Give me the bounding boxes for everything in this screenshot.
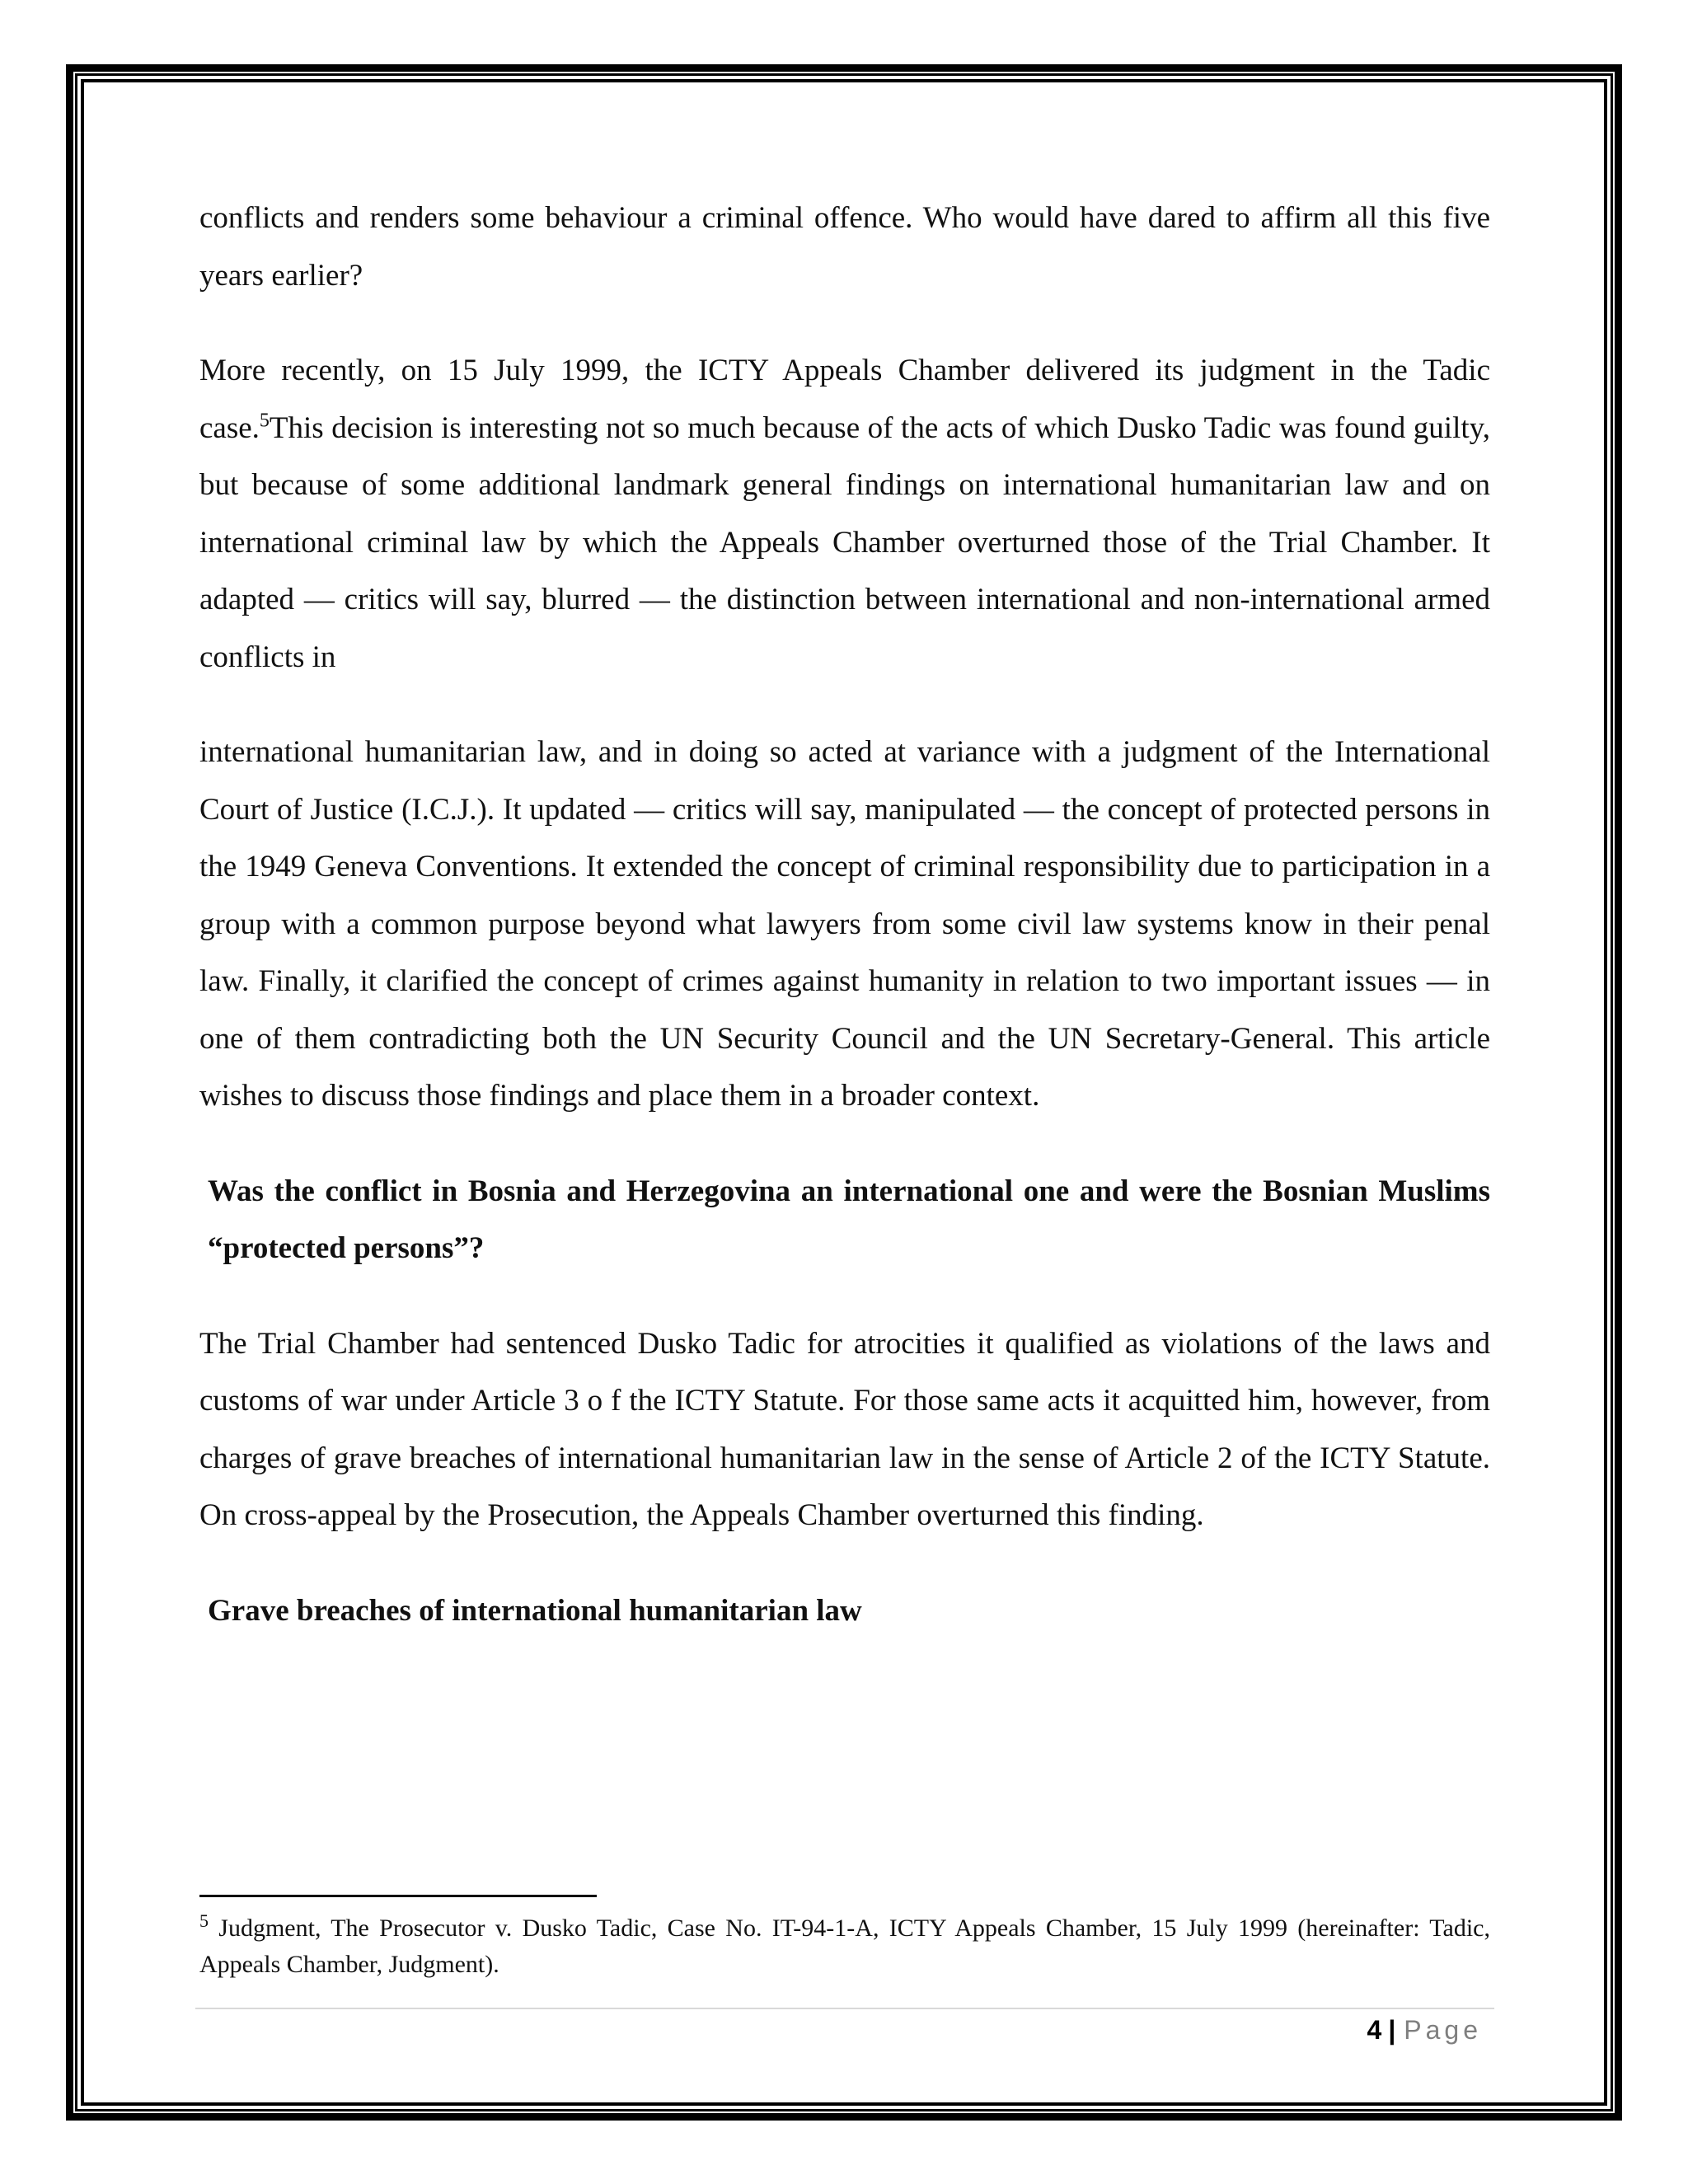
footnote-text: Judgment, The Prosecutor v. Dusko Tadic, Case No. IT-94-1-A, ICTY Appeals Chamber, 15 July 1999 (hereinafter: Tadic, Appeals Chamber, Judgment). <box>199 1915 1490 1978</box>
page-number-footer <box>1367 2013 1482 2046</box>
footnote-separator <box>199 1895 597 1897</box>
footnote <box>199 1910 1490 1983</box>
page-number: 4 <box>1367 2015 1382 2045</box>
page-label: Page <box>1404 2015 1482 2045</box>
paragraph-2-rest: This decision is interesting not so much because of the acts of which Dusko Tadic was found guilty, but because of some additional landmark general findings on international humanitarian law and on international criminal law by which the Appeals Chamber overturned those of the Trial Chamber. It adapted — critics will say, blurred — the distinction between international and non-international armed conflicts in <box>199 410 1490 674</box>
footnote-reference: 5 <box>259 410 270 432</box>
paragraph-2 <box>199 342 1490 686</box>
paragraph-2-start: More recently, on 15 July 1999, the ICTY Appeals Chamber delivered its judgment in the Tadic case. <box>199 354 1490 445</box>
paragraph-3: international humanitarian law, and in doing so acted at variance with a judgment of the International Court of Justice (I.C.J.). It updated — critics will say, manipulated — the concept of protected persons in the 1949 Geneva Conventions. It extended the concept of criminal responsibility due to participation in a group with a common purpose beyond what lawyers from some civil law systems know in their penal law. Finally, it clarified the concept of crimes against humanity in relation to two important issues — in one of them contradicting both the UN Security Council and the UN Secretary-General. This article wishes to discuss those findings and place them in a broader context. <box>199 735 1490 1113</box>
section-heading-1: Was the conflict in Bosnia and Herzegovina an international one and were the Bosnian Muslims “protected persons”? <box>208 1174 1490 1265</box>
section-heading-2: Grave breaches of international humanitarian law <box>208 1593 862 1628</box>
footnote-number: 5 <box>199 1910 209 1931</box>
paragraph-1: conflicts and renders some behaviour a criminal offence. Who would have dared to affirm all this five years earlier? <box>199 201 1490 293</box>
footer-rule <box>195 2008 1494 2009</box>
paragraph-4: The Trial Chamber had sentenced Dusko Tadic for atrocities it qualified as violations of the laws and customs of war under Article 3 o f the ICTY Statute. For those same acts it acquitted him, however, from charges of grave breaches of international humanitarian law in the sense of Article 2 of the ICTY Statute. On cross-appeal by the Prosecution, the Appeals Chamber overturned this finding. <box>199 1326 1490 1532</box>
page-body <box>199 190 1490 1677</box>
page-separator: | <box>1388 2015 1396 2045</box>
